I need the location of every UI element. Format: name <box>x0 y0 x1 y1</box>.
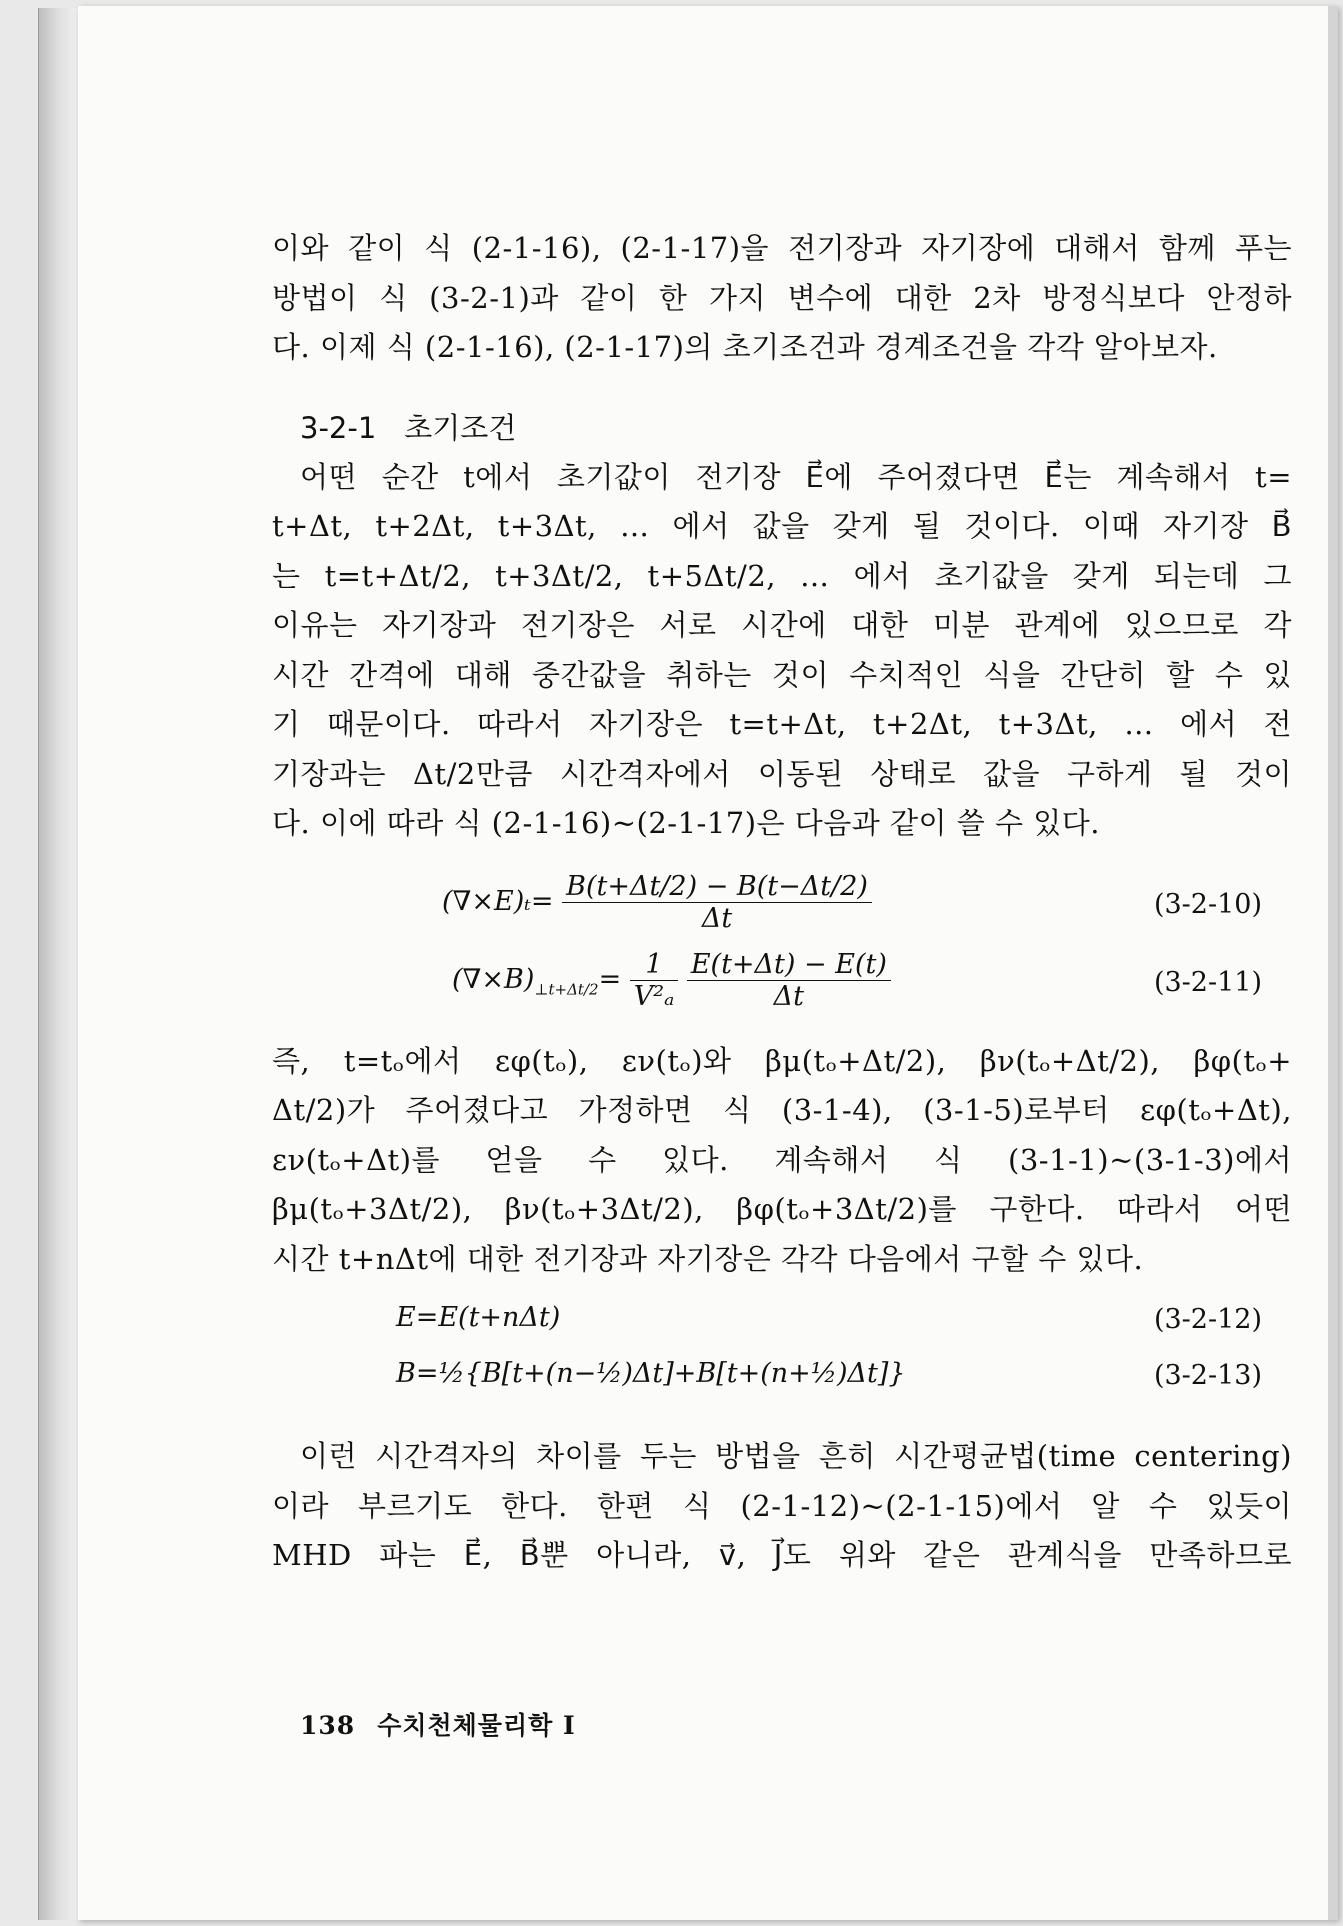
paragraph-intro <box>272 224 1292 373</box>
fraction-denominator: Δt <box>773 980 805 1012</box>
fraction-numerator: B(t+Δt/2) − B(t−Δt/2) <box>562 871 872 903</box>
equation-lhs: (∇×E)ₜ= <box>442 885 554 917</box>
book-page-edge <box>38 8 81 1920</box>
paragraph-initial-conditions <box>272 453 1292 849</box>
equation-subscript: ⊥t+Δt/2 <box>534 979 599 998</box>
text-line: 어떤 순간 t에서 초기값이 전기장 E⃗에 주어졌다면 E⃗는 계속해서 t= <box>300 459 1292 494</box>
book-title: 수치천체물리학 Ⅰ <box>377 1711 576 1740</box>
paragraph-time-stepping <box>272 1037 1292 1285</box>
text-line: 이런 시간격자의 차이를 두는 방법을 흔히 시간평균법(time centering) <box>300 1439 1292 1473</box>
equation-number: (3-2-12) <box>1153 1304 1262 1335</box>
section-heading <box>272 403 1292 453</box>
equation-body: E=E(t+nΔt) <box>396 1302 561 1333</box>
equation-lhs: (∇×B) <box>452 963 535 995</box>
page-number: 138 <box>300 1711 356 1740</box>
text-line: 다. 이에 따라 식 (2-1-16)~(2-1-17)은 다음과 같이 쓸 수 있다. <box>272 806 1100 840</box>
text-line: εν(tₒ+Δt)를 얻을 수 있다. 계속해서 식 (3-1-1)~(3-1-3)에서 <box>272 1142 1292 1177</box>
equation-coefficient <box>630 949 678 1012</box>
text-line: 시간 간격에 대해 중간값을 취하는 것이 수치적인 식을 간단히 할 수 있 <box>272 657 1292 692</box>
text-line: 이라 부르기도 한다. 한편 식 (2-1-12)~(2-1-15)에서 알 수 있듯이 <box>272 1488 1292 1523</box>
text-line: 다. 이제 식 (2-1-16), (2-1-17)의 초기조건과 경계조건을 각각 알아보자. <box>272 330 1218 364</box>
equation-3-2-11: $(\nabla\times B)_{\perp t+\Delta t/2}=$ $\frac{1}{\text{V²ₐ}}$ $\frac{E(t+\Delta t) - E(t)}{\Delta t}$ (3-2-11) <box>452 948 1262 1012</box>
text-line: 기 때문이다. 따라서 자기장은 t=t+Δt, t+2Δt, t+3Δt, … 에서 전 <box>272 707 1292 741</box>
section-number: 3-2-1 <box>300 410 377 445</box>
equation-number: (3-2-10) <box>1153 888 1262 920</box>
book-page <box>78 6 1338 1920</box>
equation-number: (3-2-11) <box>1153 966 1262 998</box>
equation-fraction <box>687 949 891 1012</box>
equation-3-2-13 <box>272 1346 1292 1406</box>
text-line: 즉, t=tₒ에서 εφ(tₒ), εν(tₒ)와 βμ(tₒ+Δt/2), βν(tₒ+Δt/2), βφ(tₒ+ <box>272 1043 1292 1078</box>
text-line: MHD 파는 E⃗, B⃗뿐 아니라, v⃗, J⃗도 위와 같은 관계식을 만족하므로 <box>272 1538 1292 1572</box>
text-line: 이와 같이 식 (2-1-16), (2-1-17)을 전기장과 자기장에 대해서 함께 푸는 <box>272 231 1292 265</box>
text-line: βμ(tₒ+3Δt/2), βν(tₒ+3Δt/2), βφ(tₒ+3Δt/2)를 구한다. 따라서 어떤 <box>272 1192 1292 1226</box>
equation-body: B=½{B[t+(n−½)Δt]+B[t+(n+½)Δt]} <box>396 1358 906 1389</box>
text-line: t+Δt, t+2Δt, t+3Δt, … 에서 값을 갖게 될 것이다. 이때 자기장 B⃗ <box>272 509 1292 543</box>
fraction-denominator: Δt <box>701 902 733 934</box>
equation-fraction <box>562 871 872 934</box>
text-line: 는 t=t+Δt/2, t+3Δt/2, t+5Δt/2, … 에서 초기값을 갖게 되는데 그 <box>272 558 1292 593</box>
text-line: 기장과는 Δt/2만큼 시간격자에서 이동된 상태로 값을 구하게 될 것이 <box>272 756 1292 791</box>
page-body <box>272 224 1292 1581</box>
equation-3-2-12 <box>272 1294 1292 1346</box>
text-line: 이유는 자기장과 전기장은 서로 시간에 대한 미분 관계에 있으므로 각 <box>272 608 1292 642</box>
equation-3-2-10 <box>272 871 1292 935</box>
text-line: Δt/2)가 주어졌다고 가정하면 식 (3-1-4), (3-1-5)로부터 εφ(tₒ+Δt), <box>272 1093 1292 1127</box>
section-title: 초기조건 <box>404 410 517 445</box>
fraction-numerator: 1 <box>630 949 678 981</box>
text-line: 방법이 식 (3-2-1)과 같이 한 가지 변수에 대한 2차 방정식보다 안정하 <box>272 280 1292 315</box>
fraction-denominator: V²ₐ <box>633 980 675 1012</box>
equation-number: (3-2-13) <box>1153 1360 1262 1391</box>
fraction-numerator: E(t+Δt) − E(t) <box>687 949 891 981</box>
text-line: 시간 t+nΔt에 대한 전기장과 자기장은 각각 다음에서 구할 수 있다. <box>272 1241 1144 1276</box>
page-footer <box>300 1706 576 1742</box>
paragraph-time-centering <box>272 1432 1292 1581</box>
